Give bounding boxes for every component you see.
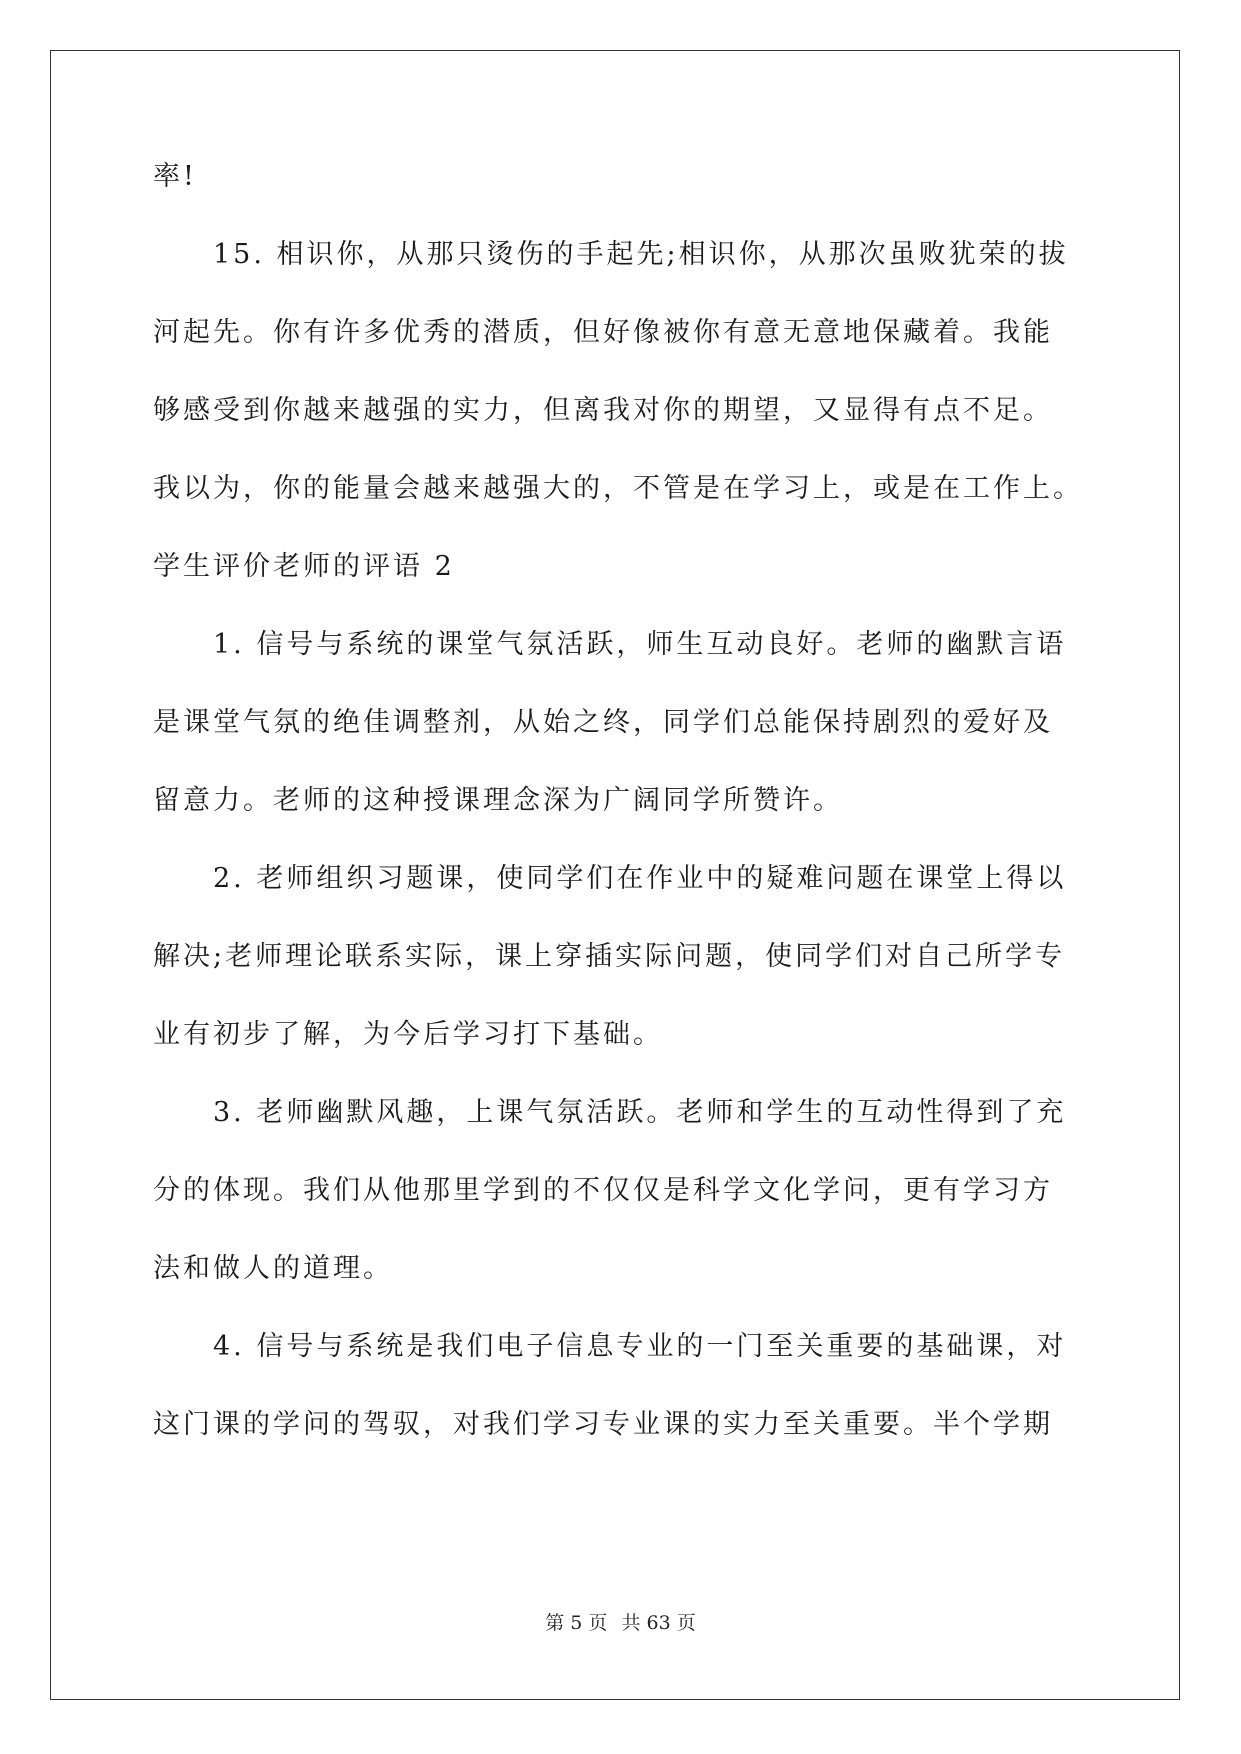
section-heading: 学生评价老师的评语 2	[153, 551, 455, 582]
text-line: 这门课的学问的驾驭，对我们学习专业课的实力至关重要。半个学期	[153, 1409, 1053, 1440]
text-line: 河起先。你有许多优秀的潜质，但好像被你有意无意地保藏着。我能	[153, 317, 1053, 348]
text-line: 我以为，你的能量会越来越强大的，不管是在学习上，或是在工作上。	[153, 473, 1083, 504]
document-body	[153, 138, 1093, 1464]
text-line: 3. 老师幽默风趣，上课气氛活跃。老师和学生的互动性得到了充	[213, 1097, 1067, 1128]
text-line: 15. 相识你，从那只烫伤的手起先;相识你，从那次虽败犹荣的拔	[213, 239, 1069, 270]
text-line: 1. 信号与系统的课堂气氛活跃，师生互动良好。老师的幽默言语	[213, 629, 1067, 660]
text-line: 业有初步了解，为今后学习打下基础。	[153, 1019, 663, 1050]
text-line: 是课堂气氛的绝佳调整剂，从始之终，同学们总能保持剧烈的爱好及	[153, 707, 1053, 738]
text-line: 够感受到你越来越强的实力，但离我对你的期望，又显得有点不足。	[153, 395, 1053, 426]
text-line: 率!	[153, 161, 197, 192]
total-pages-label: 共 63 页	[621, 1612, 696, 1634]
text-line: 留意力。老师的这种授课理念深为广阔同学所赞许。	[153, 785, 843, 816]
text-line: 分的体现。我们从他那里学到的不仅仅是科学文化学问，更有学习方	[153, 1175, 1053, 1206]
text-line: 法和做人的道理。	[153, 1253, 393, 1284]
page-footer	[0, 1608, 1241, 1635]
text-line: 解决;老师理论联系实际，课上穿插实际问题，使同学们对自己所学专	[153, 941, 1066, 972]
current-page-label: 第 5 页	[545, 1612, 608, 1634]
text-line: 4. 信号与系统是我们电子信息专业的一门至关重要的基础课，对	[213, 1331, 1067, 1362]
text-line: 2. 老师组织习题课，使同学们在作业中的疑难问题在课堂上得以	[213, 863, 1067, 894]
